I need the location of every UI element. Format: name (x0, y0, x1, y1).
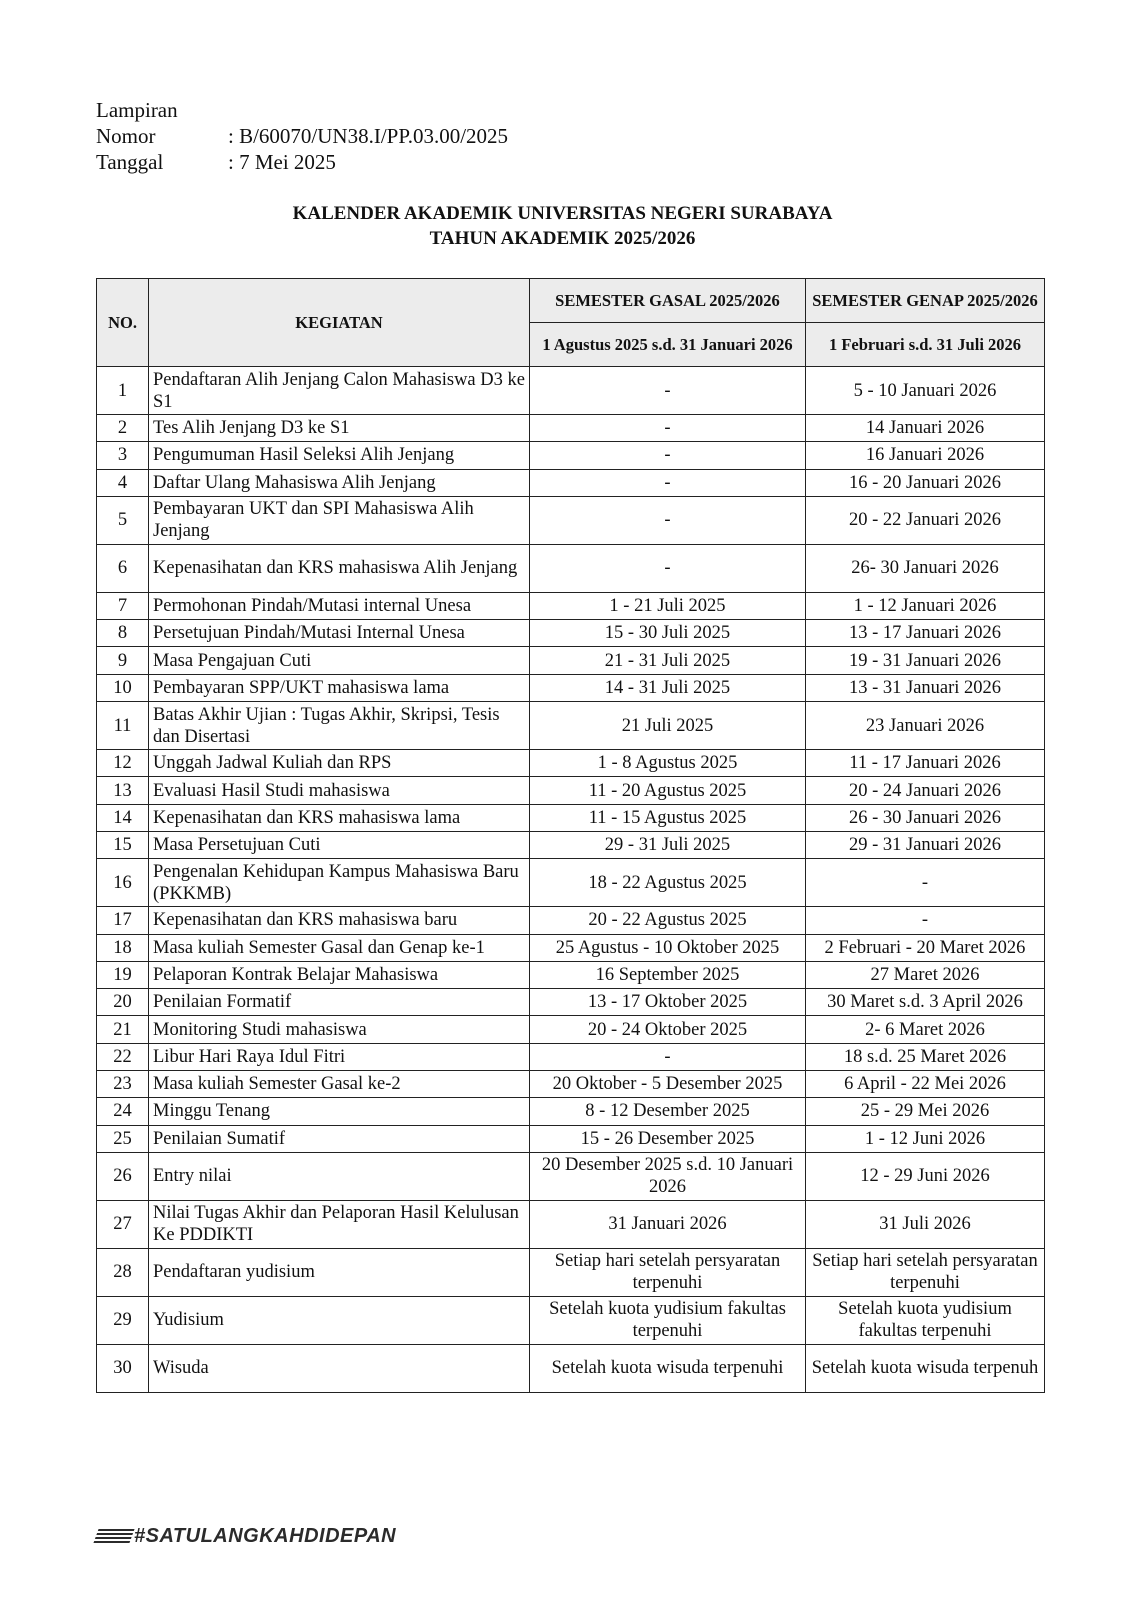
table-row (97, 777, 1045, 804)
gasal-date-cell: - (530, 415, 806, 442)
table-row (97, 1043, 1045, 1070)
row-number: 28 (97, 1248, 149, 1296)
activity-cell: Masa Pengajuan Cuti (149, 647, 530, 674)
row-number: 23 (97, 1071, 149, 1098)
gasal-date-cell: 31 Januari 2026 (530, 1200, 806, 1248)
genap-date-cell: 20 - 22 Januari 2026 (806, 496, 1045, 544)
table-row (97, 442, 1045, 469)
table-row (97, 804, 1045, 831)
activity-cell: Pendaftaran Alih Jenjang Calon Mahasiswa D3 ke S1 (149, 367, 530, 415)
row-number: 16 (97, 859, 149, 907)
table-row (97, 647, 1045, 674)
row-number: 19 (97, 961, 149, 988)
gasal-date-cell: Setiap hari setelah persyaratan terpenuhi (530, 1248, 806, 1296)
activity-cell: Minggu Tenang (149, 1098, 530, 1125)
activity-cell: Kepenasihatan dan KRS mahasiswa Alih Jenjang (149, 544, 530, 592)
header-semester-genap: SEMESTER GENAP 2025/2026 (806, 279, 1045, 323)
gasal-date-cell: 20 Oktober - 5 Desember 2025 (530, 1071, 806, 1098)
activity-cell: Yudisium (149, 1296, 530, 1344)
genap-date-cell: 25 - 29 Mei 2026 (806, 1098, 1045, 1125)
gasal-date-cell: 20 Desember 2025 s.d. 10 Januari 2026 (530, 1152, 806, 1200)
row-number: 30 (97, 1344, 149, 1392)
activity-cell: Daftar Ulang Mahasiswa Alih Jenjang (149, 469, 530, 496)
document-subtitle: TAHUN AKADEMIK 2025/2026 (429, 228, 696, 249)
gasal-date-cell: 21 - 31 Juli 2025 (530, 647, 806, 674)
row-number: 13 (97, 777, 149, 804)
header-semester-gasal: SEMESTER GASAL 2025/2026 (530, 279, 806, 323)
row-number: 17 (97, 907, 149, 934)
table-row (97, 1296, 1045, 1344)
document-header (96, 97, 508, 175)
row-number: 22 (97, 1043, 149, 1070)
genap-date-cell: 23 Januari 2026 (806, 702, 1045, 750)
gasal-date-cell: 8 - 12 Desember 2025 (530, 1098, 806, 1125)
tanggal-row (96, 149, 508, 175)
table-row (97, 674, 1045, 701)
genap-date-cell: 26 - 30 Januari 2026 (806, 804, 1045, 831)
row-number: 25 (97, 1125, 149, 1152)
activity-cell: Unggah Jadwal Kuliah dan RPS (149, 750, 530, 777)
gasal-date-cell: Setelah kuota yudisium fakultas terpenuhi (530, 1296, 806, 1344)
activity-cell: Persetujuan Pindah/Mutasi Internal Unesa (149, 620, 530, 647)
genap-date-cell: 18 s.d. 25 Maret 2026 (806, 1043, 1045, 1070)
row-number: 15 (97, 831, 149, 858)
subheader-genap-period: 1 Februari s.d. 31 Juli 2026 (806, 323, 1045, 367)
genap-date-cell: 1 - 12 Juni 2026 (806, 1125, 1045, 1152)
gasal-date-cell: 11 - 15 Agustus 2025 (530, 804, 806, 831)
table-row (97, 1344, 1045, 1392)
gasal-date-cell: 21 Juli 2025 (530, 702, 806, 750)
table-row (97, 367, 1045, 415)
gasal-date-cell: 20 - 24 Oktober 2025 (530, 1016, 806, 1043)
genap-date-cell: 6 April - 22 Mei 2026 (806, 1071, 1045, 1098)
table-row (97, 1098, 1045, 1125)
genap-date-cell: 13 - 17 Januari 2026 (806, 620, 1045, 647)
genap-date-cell: 20 - 24 Januari 2026 (806, 777, 1045, 804)
table-row (97, 831, 1045, 858)
document-title: KALENDER AKADEMIK UNIVERSITAS NEGERI SURABAYA (292, 203, 833, 224)
activity-cell: Kepenasihatan dan KRS mahasiswa baru (149, 907, 530, 934)
genap-date-cell: 16 Januari 2026 (806, 442, 1045, 469)
gasal-date-cell: - (530, 442, 806, 469)
header-kegiatan: KEGIATAN (149, 279, 530, 367)
table-row (97, 1200, 1045, 1248)
tanggal-value: : 7 Mei 2025 (228, 150, 336, 174)
activity-cell: Kepenasihatan dan KRS mahasiswa lama (149, 804, 530, 831)
gasal-date-cell: 25 Agustus - 10 Oktober 2025 (530, 934, 806, 961)
row-number: 6 (97, 544, 149, 592)
gasal-date-cell: - (530, 1043, 806, 1070)
genap-date-cell: 29 - 31 Januari 2026 (806, 831, 1045, 858)
gasal-date-cell: 1 - 21 Juli 2025 (530, 592, 806, 619)
genap-date-cell: 1 - 12 Januari 2026 (806, 592, 1045, 619)
row-number: 12 (97, 750, 149, 777)
activity-cell: Tes Alih Jenjang D3 ke S1 (149, 415, 530, 442)
genap-date-cell: 11 - 17 Januari 2026 (806, 750, 1045, 777)
activity-cell: Pendaftaran yudisium (149, 1248, 530, 1296)
row-number: 20 (97, 989, 149, 1016)
gasal-date-cell: 16 September 2025 (530, 961, 806, 988)
activity-cell: Pelaporan Kontrak Belajar Mahasiswa (149, 961, 530, 988)
genap-date-cell: Setelah kuota wisuda terpenuh (806, 1344, 1045, 1392)
genap-date-cell: 13 - 31 Januari 2026 (806, 674, 1045, 701)
activity-cell: Penilaian Sumatif (149, 1125, 530, 1152)
activity-cell: Evaluasi Hasil Studi mahasiswa (149, 777, 530, 804)
activity-cell: Permohonan Pindah/Mutasi internal Unesa (149, 592, 530, 619)
activity-cell: Pengumuman Hasil Seleksi Alih Jenjang (149, 442, 530, 469)
activity-cell: Penilaian Formatif (149, 989, 530, 1016)
table-row (97, 1016, 1045, 1043)
gasal-date-cell: - (530, 367, 806, 415)
table-row (97, 750, 1045, 777)
row-number: 3 (97, 442, 149, 469)
activity-cell: Pengenalan Kehidupan Kampus Mahasiswa Baru (PKKMB) (149, 859, 530, 907)
activity-cell: Nilai Tugas Akhir dan Pelaporan Hasil Kelulusan Ke PDDIKTI (149, 1200, 530, 1248)
table-row (97, 702, 1045, 750)
nomor-row (96, 123, 508, 149)
nomor-value: : B/60070/UN38.I/PP.03.00/2025 (228, 124, 509, 148)
genap-date-cell: 31 Juli 2026 (806, 1200, 1045, 1248)
table-row (97, 544, 1045, 592)
gasal-date-cell: 13 - 17 Oktober 2025 (530, 989, 806, 1016)
row-number: 11 (97, 702, 149, 750)
row-number: 18 (97, 934, 149, 961)
genap-date-cell: 26- 30 Januari 2026 (806, 544, 1045, 592)
footer-hashtag-logo (96, 1525, 396, 1547)
row-number: 29 (97, 1296, 149, 1344)
row-number: 7 (97, 592, 149, 619)
row-number: 21 (97, 1016, 149, 1043)
genap-date-cell: 2 Februari - 20 Maret 2026 (806, 934, 1045, 961)
gasal-date-cell: - (530, 496, 806, 544)
genap-date-cell: 2- 6 Maret 2026 (806, 1016, 1045, 1043)
row-number: 4 (97, 469, 149, 496)
genap-date-cell: Setelah kuota yudisium fakultas terpenuhi (806, 1296, 1045, 1344)
genap-date-cell: 5 - 10 Januari 2026 (806, 367, 1045, 415)
genap-date-cell: 19 - 31 Januari 2026 (806, 647, 1045, 674)
genap-date-cell: 30 Maret s.d. 3 April 2026 (806, 989, 1045, 1016)
table-row (97, 469, 1045, 496)
academic-calendar-table (96, 278, 1045, 1393)
activity-cell: Libur Hari Raya Idul Fitri (149, 1043, 530, 1070)
table-row (97, 989, 1045, 1016)
table-row (97, 1152, 1045, 1200)
table-row (97, 907, 1045, 934)
genap-date-cell: 12 - 29 Juni 2026 (806, 1152, 1045, 1200)
row-number: 24 (97, 1098, 149, 1125)
genap-date-cell: 16 - 20 Januari 2026 (806, 469, 1045, 496)
gasal-date-cell: - (530, 469, 806, 496)
row-number: 1 (97, 367, 149, 415)
subheader-gasal-period: 1 Agustus 2025 s.d. 31 Januari 2026 (530, 323, 806, 367)
gasal-date-cell: Setelah kuota wisuda terpenuhi (530, 1344, 806, 1392)
table-row (97, 620, 1045, 647)
genap-date-cell: 14 Januari 2026 (806, 415, 1045, 442)
gasal-date-cell: 1 - 8 Agustus 2025 (530, 750, 806, 777)
activity-cell: Masa kuliah Semester Gasal ke-2 (149, 1071, 530, 1098)
activity-cell: Wisuda (149, 1344, 530, 1392)
row-number: 14 (97, 804, 149, 831)
gasal-date-cell: 18 - 22 Agustus 2025 (530, 859, 806, 907)
gasal-date-cell: 29 - 31 Juli 2025 (530, 831, 806, 858)
row-number: 26 (97, 1152, 149, 1200)
table-row (97, 859, 1045, 907)
table-row (97, 1248, 1045, 1296)
gasal-date-cell: 20 - 22 Agustus 2025 (530, 907, 806, 934)
activity-cell: Monitoring Studi mahasiswa (149, 1016, 530, 1043)
row-number: 10 (97, 674, 149, 701)
nomor-label: Nomor (96, 124, 156, 148)
table-row (97, 934, 1045, 961)
activity-cell: Entry nilai (149, 1152, 530, 1200)
row-number: 2 (97, 415, 149, 442)
tanggal-label: Tanggal (96, 150, 164, 174)
gasal-date-cell: 14 - 31 Juli 2025 (530, 674, 806, 701)
row-number: 8 (97, 620, 149, 647)
gasal-date-cell: 15 - 30 Juli 2025 (530, 620, 806, 647)
header-no: NO. (97, 279, 149, 367)
calendar-body (97, 367, 1045, 1393)
table-row (97, 415, 1045, 442)
row-number: 9 (97, 647, 149, 674)
hashtag-text: #SATULANGKAHDIDEPAN (134, 1524, 397, 1547)
gasal-date-cell: 11 - 20 Agustus 2025 (530, 777, 806, 804)
activity-cell: Masa Persetujuan Cuti (149, 831, 530, 858)
activity-cell: Masa kuliah Semester Gasal dan Genap ke-1 (149, 934, 530, 961)
lampiran-row (96, 97, 508, 123)
activity-cell: Batas Akhir Ujian : Tugas Akhir, Skripsi, Tesis dan Disertasi (149, 702, 530, 750)
activity-cell: Pembayaran SPP/UKT mahasiswa lama (149, 674, 530, 701)
row-number: 5 (97, 496, 149, 544)
table-row (97, 496, 1045, 544)
gasal-date-cell: 15 - 26 Desember 2025 (530, 1125, 806, 1152)
genap-date-cell: - (806, 907, 1045, 934)
table-row (97, 592, 1045, 619)
genap-date-cell: - (806, 859, 1045, 907)
lampiran-label: Lampiran (96, 98, 178, 122)
table-row (97, 1071, 1045, 1098)
speed-stripes-icon (93, 1529, 134, 1543)
genap-date-cell: 27 Maret 2026 (806, 961, 1045, 988)
genap-date-cell: Setiap hari setelah persyaratan terpenuhi (806, 1248, 1045, 1296)
row-number: 27 (97, 1200, 149, 1248)
activity-cell: Pembayaran UKT dan SPI Mahasiswa Alih Jenjang (149, 496, 530, 544)
table-row (97, 961, 1045, 988)
gasal-date-cell: - (530, 544, 806, 592)
table-row (97, 1125, 1045, 1152)
